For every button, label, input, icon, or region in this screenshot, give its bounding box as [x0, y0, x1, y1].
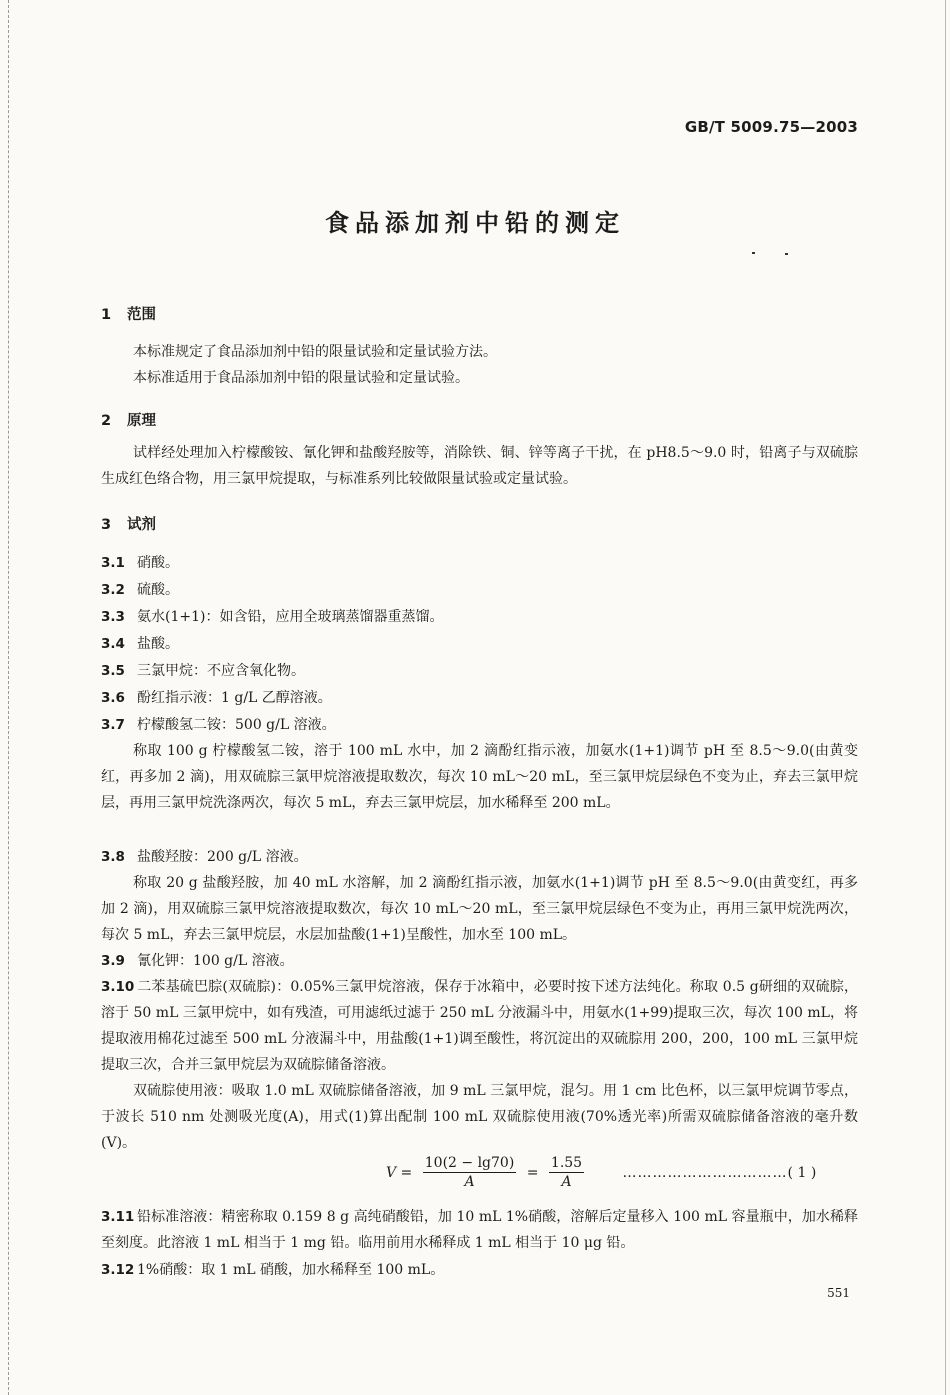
section-title: 范围	[127, 307, 156, 323]
scan-speck	[785, 253, 788, 255]
item-number: 3.8	[101, 849, 125, 865]
formula-label: ( 1 )	[787, 1164, 817, 1181]
paragraph: 称取 20 g 盐酸羟胺，加 40 mL 水溶解，加 2 滴酚红指示液，加氨水(1+1)调节 pH 至 8.5～9.0(由黄变红，再多加 2 滴)，用双硫腙三氯甲烷溶液提取数次，每次 10 mL～20 mL，至三氯甲烷层绿色不变为止，再用三氯甲烷洗两次，每次 5 mL，弃去三氯甲烷层，水层加盐酸(1+1)呈酸性，加水至 100 mL。	[101, 875, 858, 943]
numerator: 1.55	[550, 1155, 583, 1171]
item-number: 3.2	[101, 582, 125, 598]
item-number: 3.10	[101, 979, 135, 995]
fraction	[423, 1155, 517, 1190]
paragraph: 本标准适用于食品添加剂中铅的限量试验和定量试验。	[133, 370, 469, 386]
reagent-item	[101, 550, 858, 576]
reagent-item	[101, 1257, 858, 1283]
item-number: 3.1	[101, 555, 125, 571]
section-2-heading	[101, 409, 156, 430]
section-1-heading	[101, 303, 156, 324]
section-title: 原理	[127, 413, 156, 429]
item-number: 3.3	[101, 609, 125, 625]
leader-dots: ……………………………	[622, 1164, 788, 1181]
item-text: 盐酸。	[137, 636, 179, 652]
section-number: 2	[101, 413, 112, 429]
denominator: A	[561, 1174, 572, 1190]
reagent-item	[101, 631, 858, 657]
item-text: 酚红指示液：1 g/L 乙醇溶液。	[137, 690, 332, 706]
reagent-item	[101, 577, 858, 603]
item-text: 铅标准溶液：精密称取 0.159 8 g 高纯硝酸铅，加 10 mL 1%硝酸，溶解后定量移入 100 mL 容量瓶中，加水稀释至刻度。此溶液 1 mL 相当于 1 mg 铅。临用前用水稀释成 1 mL 相当于 10 μg 铅。	[101, 1209, 858, 1251]
item-text: 硫酸。	[137, 582, 179, 598]
reagent-item	[101, 974, 858, 1078]
reagent-item	[101, 712, 858, 738]
paragraph: 称取 100 g 柠檬酸氢二铵，溶于 100 mL 水中，加 2 滴酚红指示液，加氨水(1+1)调节 pH 至 8.5～9.0(由黄变红，再多加 2 滴)，用双硫腙三氯甲烷溶液提取数次，每次 10 mL～20 mL，至三氯甲烷层绿色不变为止，弃去三氯甲烷层，再用三氯甲烷洗涤两次，每次 5 mL，弃去三氯甲烷层，加水稀释至 200 mL。	[101, 743, 858, 811]
item-text: 硝酸。	[137, 555, 179, 571]
item-text: 氨水(1+1)：如含铅，应用全玻璃蒸馏器重蒸馏。	[137, 609, 444, 625]
paragraph: 本标准规定了食品添加剂中铅的限量试验和定量试验方法。	[133, 344, 497, 360]
paragraph: 试样经处理加入柠檬酸铵、氰化钾和盐酸羟胺等，消除铁、铜、锌等离子干扰，在 pH8.5～9.0 时，铅离子与双硫腙生成红色络合物，用三氯甲烷提取，与标准系列比较做限量试验或定量试验。	[101, 445, 858, 487]
item-text: 氰化钾：100 g/L 溶液。	[137, 953, 294, 969]
paragraph: 双硫腙使用液：吸取 1.0 mL 双硫腙储备溶液，加 9 mL 三氯甲烷，混匀。用 1 cm 比色杯，以三氯甲烷调节零点，于波长 510 nm 处测吸光度(A)，用式(1)算出配制 100 mL 双硫腙使用液(70%透光率)所需双硫腙储备溶液的毫升数(V)。	[101, 1083, 858, 1151]
item-text: 1%硝酸：取 1 mL 硝酸，加水稀释至 100 mL。	[137, 1262, 445, 1278]
item-number: 3.11	[101, 1209, 135, 1225]
fraction	[549, 1155, 584, 1190]
section-number: 3	[101, 517, 112, 533]
section-number: 1	[101, 307, 112, 323]
section-title: 试剂	[127, 517, 156, 533]
reagent-item	[101, 658, 858, 684]
reagent-item	[101, 948, 858, 974]
section-3-heading	[101, 513, 156, 534]
item-text: 三氯甲烷：不应含氧化物。	[137, 663, 305, 679]
standard-code: GB/T 5009.75—2003	[684, 118, 858, 136]
reagent-item	[101, 844, 858, 870]
item-number: 3.9	[101, 953, 125, 969]
denominator: A	[464, 1174, 475, 1190]
page-number: 551	[827, 1286, 850, 1300]
item-number: 3.6	[101, 690, 125, 706]
item-number: 3.12	[101, 1262, 135, 1278]
reagent-item	[101, 685, 858, 711]
item-text: 盐酸羟胺：200 g/L 溶液。	[137, 849, 308, 865]
scan-speck	[752, 252, 755, 254]
item-number: 3.7	[101, 717, 125, 733]
formula-1	[386, 1155, 816, 1190]
item-text: 二苯基硫巴腙(双硫腙)：0.05%三氯甲烷溶液，保存于冰箱中，必要时按下述方法纯化。称取 0.5 g研细的双硫腙，溶于 50 mL 三氯甲烷中，如有残渣，可用滤纸过滤于 250 mL 分液漏斗中，用氨水(1+99)提取三次，每次 100 mL，将提取液用棉花过滤至 500 mL 分液漏斗中，用盐酸(1+1)调至酸性，将沉淀出的双硫腙用 200，200，100 mL 三氯甲烷提取三次，合并三氯甲烷层为双硫腙储备溶液。	[101, 979, 858, 1073]
reagent-item	[101, 604, 858, 630]
item-text: 柠檬酸氢二铵：500 g/L 溶液。	[137, 717, 336, 733]
reagent-item	[101, 1204, 858, 1256]
equals-sign: =	[526, 1164, 539, 1181]
formula-lhs: V =	[386, 1164, 413, 1181]
item-number: 3.4	[101, 636, 125, 652]
document-title: 食品添加剂中铅的测定	[325, 209, 625, 237]
numerator: 10(2 − lg70)	[424, 1155, 515, 1171]
item-number: 3.5	[101, 663, 125, 679]
